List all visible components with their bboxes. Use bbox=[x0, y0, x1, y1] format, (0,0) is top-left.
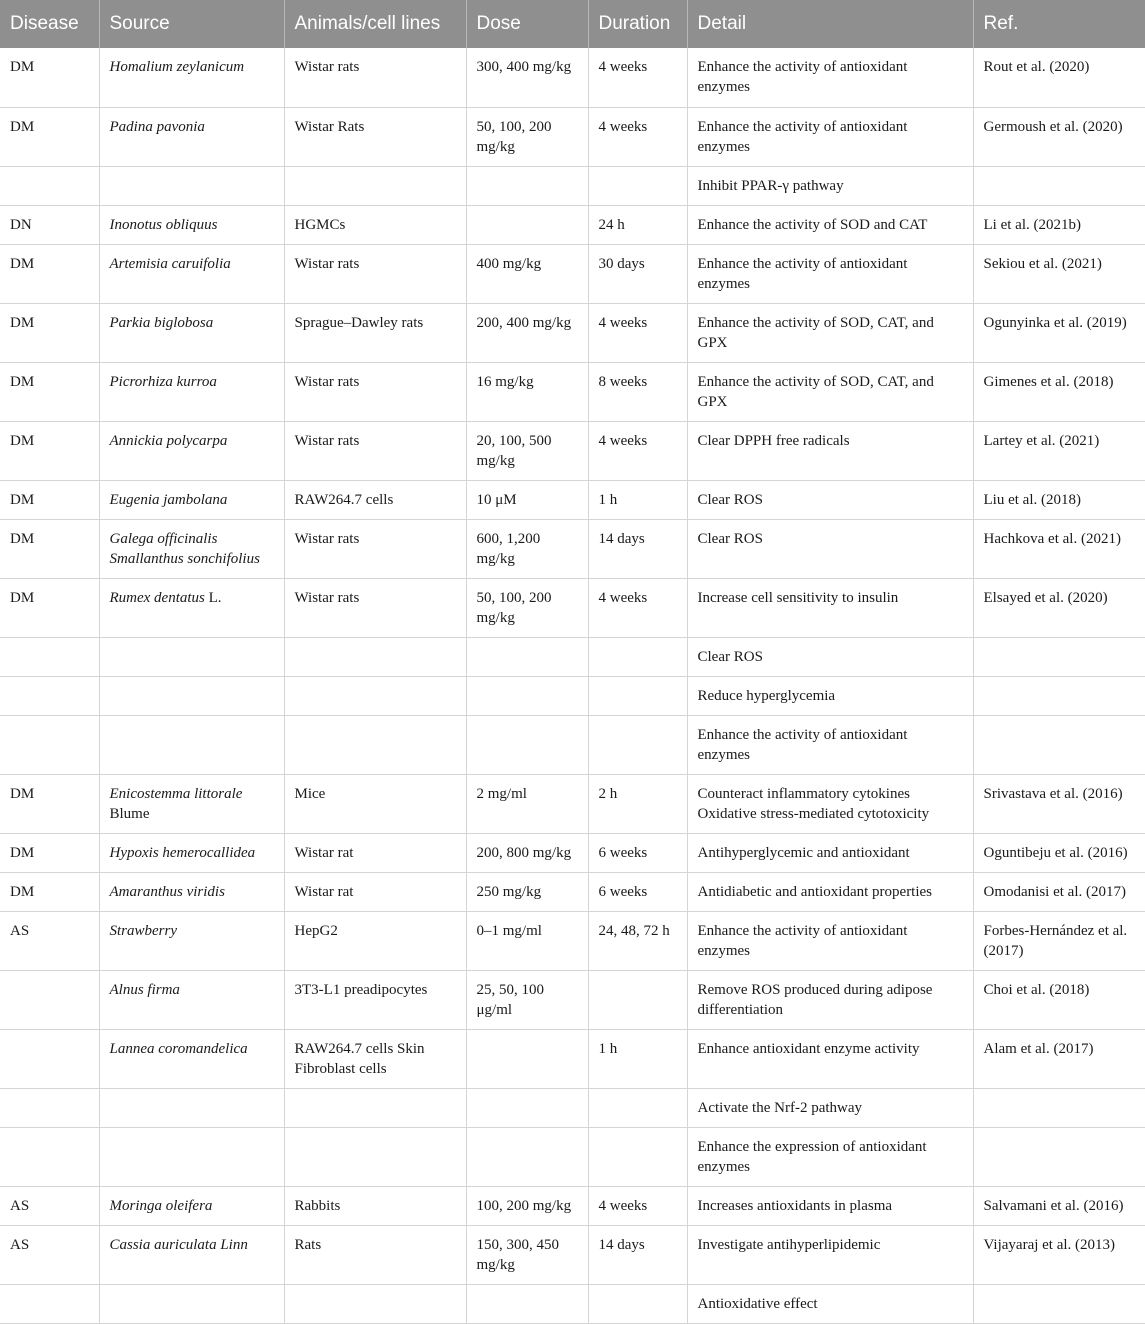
cell-disease: DM bbox=[0, 480, 99, 519]
cell-duration: 24 h bbox=[588, 205, 687, 244]
cell-duration: 14 days bbox=[588, 519, 687, 578]
source-name: Padina pavonia bbox=[109, 118, 205, 135]
source-name: Amaranthus viridis bbox=[109, 883, 225, 900]
cell-animals: 3T3-L1 preadipocytes bbox=[284, 970, 466, 1029]
table-row bbox=[0, 1127, 1145, 1186]
cell-source bbox=[99, 578, 284, 637]
cell-duration: 4 weeks bbox=[588, 1186, 687, 1225]
cell-ref: Rout et al. (2020) bbox=[973, 48, 1145, 107]
cell-ref bbox=[973, 676, 1145, 715]
cell-animals bbox=[284, 676, 466, 715]
cell-detail: Enhance the activity of antioxidant enzymes bbox=[687, 911, 973, 970]
cell-animals: RAW264.7 cells bbox=[284, 480, 466, 519]
table-row bbox=[0, 166, 1145, 205]
cell-duration: 4 weeks bbox=[588, 421, 687, 480]
cell-disease: DM bbox=[0, 362, 99, 421]
cell-detail: Enhance the activity of antioxidant enzymes bbox=[687, 107, 973, 166]
cell-ref bbox=[973, 166, 1145, 205]
cell-duration: 2 h bbox=[588, 774, 687, 833]
table-row bbox=[0, 833, 1145, 872]
cell-disease: AS bbox=[0, 1225, 99, 1284]
source-name: Galega officinalis Smallanthus sonchifolius bbox=[109, 530, 260, 567]
cell-animals: Rabbits bbox=[284, 1186, 466, 1225]
cell-ref: Srivastava et al. (2016) bbox=[973, 774, 1145, 833]
cell-detail: Activate the Nrf-2 pathway bbox=[687, 1088, 973, 1127]
cell-source bbox=[99, 362, 284, 421]
cell-disease: DM bbox=[0, 578, 99, 637]
cell-source bbox=[99, 872, 284, 911]
cell-ref bbox=[973, 1088, 1145, 1127]
cell-ref: Forbes-Hernández et al. (2017) bbox=[973, 911, 1145, 970]
cell-disease bbox=[0, 1029, 99, 1088]
cell-disease: AS bbox=[0, 1186, 99, 1225]
cell-animals bbox=[284, 715, 466, 774]
cell-ref bbox=[973, 715, 1145, 774]
source-name: Artemisia caruifolia bbox=[109, 255, 231, 272]
cell-dose: 600, 1,200 mg/kg bbox=[466, 519, 588, 578]
cell-dose: 150, 300, 450 mg/kg bbox=[466, 1225, 588, 1284]
cell-ref: Gimenes et al. (2018) bbox=[973, 362, 1145, 421]
source-name: Cassia auriculata Linn bbox=[109, 1236, 248, 1253]
cell-disease: DM bbox=[0, 833, 99, 872]
table-row bbox=[0, 676, 1145, 715]
cell-dose bbox=[466, 166, 588, 205]
cell-ref: Choi et al. (2018) bbox=[973, 970, 1145, 1029]
cell-source bbox=[99, 1186, 284, 1225]
cell-duration: 8 weeks bbox=[588, 362, 687, 421]
cell-dose: 400 mg/kg bbox=[466, 244, 588, 303]
table-row bbox=[0, 872, 1145, 911]
cell-source bbox=[99, 480, 284, 519]
table-row bbox=[0, 480, 1145, 519]
cell-disease: DM bbox=[0, 107, 99, 166]
cell-source bbox=[99, 166, 284, 205]
table-row bbox=[0, 1088, 1145, 1127]
cell-disease bbox=[0, 1284, 99, 1323]
cell-dose: 0–1 mg/ml bbox=[466, 911, 588, 970]
cell-detail: Counteract inflammatory cytokines Oxidative stress-mediated cytotoxicity bbox=[687, 774, 973, 833]
cell-disease: AS bbox=[0, 911, 99, 970]
cell-disease bbox=[0, 715, 99, 774]
table-row bbox=[0, 970, 1145, 1029]
cell-duration bbox=[588, 637, 687, 676]
cell-ref bbox=[973, 1284, 1145, 1323]
cell-detail: Enhance the activity of antioxidant enzymes bbox=[687, 715, 973, 774]
cell-source bbox=[99, 970, 284, 1029]
table-row bbox=[0, 1284, 1145, 1323]
cell-animals: Mice bbox=[284, 774, 466, 833]
cell-dose bbox=[466, 1088, 588, 1127]
table-row bbox=[0, 519, 1145, 578]
table-body bbox=[0, 48, 1145, 1323]
cell-detail: Investigate antihyperlipidemic bbox=[687, 1225, 973, 1284]
table-row bbox=[0, 578, 1145, 637]
table-row bbox=[0, 1225, 1145, 1284]
source-name: Strawberry bbox=[109, 922, 177, 939]
cell-disease: DM bbox=[0, 48, 99, 107]
cell-duration: 1 h bbox=[588, 480, 687, 519]
cell-detail: Clear DPPH free radicals bbox=[687, 421, 973, 480]
cell-dose bbox=[466, 205, 588, 244]
cell-source bbox=[99, 421, 284, 480]
cell-disease: DM bbox=[0, 519, 99, 578]
cell-dose: 100, 200 mg/kg bbox=[466, 1186, 588, 1225]
source-name: Inonotus obliquus bbox=[109, 216, 218, 233]
cell-detail: Enhance the expression of antioxidant enzymes bbox=[687, 1127, 973, 1186]
cell-detail: Inhibit PPAR-γ pathway bbox=[687, 166, 973, 205]
cell-ref: Alam et al. (2017) bbox=[973, 1029, 1145, 1088]
source-name: Lannea coromandelica bbox=[109, 1040, 248, 1057]
cell-detail: Enhance the activity of antioxidant enzymes bbox=[687, 48, 973, 107]
cell-detail: Reduce hyperglycemia bbox=[687, 676, 973, 715]
cell-source bbox=[99, 1225, 284, 1284]
table-row bbox=[0, 774, 1145, 833]
cell-detail: Remove ROS produced during adipose differentiation bbox=[687, 970, 973, 1029]
cell-animals bbox=[284, 1284, 466, 1323]
cell-duration bbox=[588, 970, 687, 1029]
cell-ref: Oguntibeju et al. (2016) bbox=[973, 833, 1145, 872]
cell-source bbox=[99, 48, 284, 107]
cell-duration: 14 days bbox=[588, 1225, 687, 1284]
cell-duration: 30 days bbox=[588, 244, 687, 303]
cell-duration bbox=[588, 1088, 687, 1127]
source-authority: Blume bbox=[109, 805, 150, 822]
cell-animals: HepG2 bbox=[284, 911, 466, 970]
cell-animals: Wistar rat bbox=[284, 872, 466, 911]
cell-animals bbox=[284, 1127, 466, 1186]
cell-disease bbox=[0, 1088, 99, 1127]
cell-duration: 1 h bbox=[588, 1029, 687, 1088]
cell-animals: Sprague–Dawley rats bbox=[284, 303, 466, 362]
cell-dose: 200, 400 mg/kg bbox=[466, 303, 588, 362]
cell-dose: 300, 400 mg/kg bbox=[466, 48, 588, 107]
cell-dose bbox=[466, 1284, 588, 1323]
cell-animals bbox=[284, 637, 466, 676]
cell-dose bbox=[466, 676, 588, 715]
cell-dose: 25, 50, 100 μg/ml bbox=[466, 970, 588, 1029]
cell-dose: 16 mg/kg bbox=[466, 362, 588, 421]
cell-disease bbox=[0, 970, 99, 1029]
table-row bbox=[0, 205, 1145, 244]
header-row bbox=[0, 0, 1145, 48]
cell-duration: 4 weeks bbox=[588, 48, 687, 107]
cell-animals: Wistar rats bbox=[284, 421, 466, 480]
cell-disease bbox=[0, 1127, 99, 1186]
cell-source bbox=[99, 107, 284, 166]
source-name: Alnus firma bbox=[109, 981, 180, 998]
cell-disease: DM bbox=[0, 421, 99, 480]
cell-detail: Clear ROS bbox=[687, 480, 973, 519]
cell-dose bbox=[466, 715, 588, 774]
cell-disease: DN bbox=[0, 205, 99, 244]
table-row bbox=[0, 48, 1145, 107]
cell-dose: 50, 100, 200 mg/kg bbox=[466, 107, 588, 166]
table-header bbox=[0, 0, 1145, 48]
cell-disease: DM bbox=[0, 774, 99, 833]
cell-detail: Clear ROS bbox=[687, 519, 973, 578]
table-row bbox=[0, 244, 1145, 303]
header-dose: Dose bbox=[466, 0, 588, 48]
table-row bbox=[0, 303, 1145, 362]
cell-duration bbox=[588, 1284, 687, 1323]
cell-animals bbox=[284, 1088, 466, 1127]
cell-duration bbox=[588, 676, 687, 715]
header-ref: Ref. bbox=[973, 0, 1145, 48]
table-row bbox=[0, 1186, 1145, 1225]
source-name: Picrorhiza kurroa bbox=[109, 373, 217, 390]
cell-ref: Li et al. (2021b) bbox=[973, 205, 1145, 244]
cell-animals: Wistar rats bbox=[284, 48, 466, 107]
cell-animals: Wistar rats bbox=[284, 578, 466, 637]
table-row bbox=[0, 1029, 1145, 1088]
cell-animals: HGMCs bbox=[284, 205, 466, 244]
cell-duration bbox=[588, 1127, 687, 1186]
cell-disease: DM bbox=[0, 303, 99, 362]
cell-source bbox=[99, 1088, 284, 1127]
cell-detail: Enhance the activity of SOD and CAT bbox=[687, 205, 973, 244]
cell-ref: Salvamani et al. (2016) bbox=[973, 1186, 1145, 1225]
cell-duration bbox=[588, 166, 687, 205]
table-row bbox=[0, 637, 1145, 676]
source-name: Enicostemma littorale bbox=[109, 785, 243, 802]
cell-detail: Antidiabetic and antioxidant properties bbox=[687, 872, 973, 911]
cell-ref: Omodanisi et al. (2017) bbox=[973, 872, 1145, 911]
cell-dose: 20, 100, 500 mg/kg bbox=[466, 421, 588, 480]
cell-dose bbox=[466, 1127, 588, 1186]
cell-disease bbox=[0, 676, 99, 715]
cell-ref bbox=[973, 637, 1145, 676]
table-row bbox=[0, 421, 1145, 480]
table-row bbox=[0, 107, 1145, 166]
cell-ref: Ogunyinka et al. (2019) bbox=[973, 303, 1145, 362]
source-name: Homalium zeylanicum bbox=[109, 59, 245, 75]
cell-source bbox=[99, 1029, 284, 1088]
cell-ref: Lartey et al. (2021) bbox=[973, 421, 1145, 480]
source-authority: L. bbox=[204, 589, 222, 606]
cell-dose bbox=[466, 637, 588, 676]
cell-source bbox=[99, 1284, 284, 1323]
cell-source bbox=[99, 303, 284, 362]
cell-detail: Enhance the activity of SOD, CAT, and GPX bbox=[687, 303, 973, 362]
cell-detail: Antihyperglycemic and antioxidant bbox=[687, 833, 973, 872]
cell-animals: Wistar Rats bbox=[284, 107, 466, 166]
cell-source bbox=[99, 1127, 284, 1186]
cell-detail: Increases antioxidants in plasma bbox=[687, 1186, 973, 1225]
cell-dose: 200, 800 mg/kg bbox=[466, 833, 588, 872]
cell-duration: 4 weeks bbox=[588, 303, 687, 362]
cell-animals: Rats bbox=[284, 1225, 466, 1284]
source-name: Rumex dentatus bbox=[109, 589, 205, 606]
cell-source bbox=[99, 244, 284, 303]
cell-disease: DM bbox=[0, 244, 99, 303]
cell-animals: Wistar rats bbox=[284, 244, 466, 303]
cell-animals: Wistar rat bbox=[284, 833, 466, 872]
cell-dose: 250 mg/kg bbox=[466, 872, 588, 911]
source-name: Annickia polycarpa bbox=[109, 432, 228, 449]
cell-dose: 10 μM bbox=[466, 480, 588, 519]
cell-disease bbox=[0, 166, 99, 205]
cell-animals bbox=[284, 166, 466, 205]
cell-source bbox=[99, 774, 284, 833]
cell-dose bbox=[466, 1029, 588, 1088]
cell-animals: RAW264.7 cells Skin Fibroblast cells bbox=[284, 1029, 466, 1088]
cell-ref: Liu et al. (2018) bbox=[973, 480, 1145, 519]
table-row bbox=[0, 362, 1145, 421]
cell-source bbox=[99, 637, 284, 676]
cell-ref: Elsayed et al. (2020) bbox=[973, 578, 1145, 637]
cell-source bbox=[99, 519, 284, 578]
cell-ref: Sekiou et al. (2021) bbox=[973, 244, 1145, 303]
cell-detail: Enhance the activity of SOD, CAT, and GPX bbox=[687, 362, 973, 421]
cell-duration: 6 weeks bbox=[588, 833, 687, 872]
cell-duration: 4 weeks bbox=[588, 578, 687, 637]
cell-duration: 6 weeks bbox=[588, 872, 687, 911]
source-name: Hypoxis hemerocallidea bbox=[109, 844, 256, 861]
cell-ref bbox=[973, 1127, 1145, 1186]
header-disease: Disease bbox=[0, 0, 99, 48]
cell-source bbox=[99, 833, 284, 872]
cell-detail: Increase cell sensitivity to insulin bbox=[687, 578, 973, 637]
source-name: Parkia biglobosa bbox=[109, 314, 214, 331]
cell-detail: Enhance the activity of antioxidant enzymes bbox=[687, 244, 973, 303]
cell-ref: Vijayaraj et al. (2013) bbox=[973, 1225, 1145, 1284]
table-row bbox=[0, 911, 1145, 970]
cell-source bbox=[99, 205, 284, 244]
cell-dose: 50, 100, 200 mg/kg bbox=[466, 578, 588, 637]
cell-ref: Germoush et al. (2020) bbox=[973, 107, 1145, 166]
header-duration: Duration bbox=[588, 0, 687, 48]
source-name: Moringa oleifera bbox=[109, 1197, 213, 1214]
cell-duration bbox=[588, 715, 687, 774]
cell-dose: 2 mg/ml bbox=[466, 774, 588, 833]
header-detail: Detail bbox=[687, 0, 973, 48]
source-name: Eugenia jambolana bbox=[109, 491, 228, 508]
cell-disease bbox=[0, 637, 99, 676]
cell-detail: Enhance antioxidant enzyme activity bbox=[687, 1029, 973, 1088]
cell-detail: Antioxidative effect bbox=[687, 1284, 973, 1323]
cell-detail: Clear ROS bbox=[687, 637, 973, 676]
cell-source bbox=[99, 715, 284, 774]
cell-disease: DM bbox=[0, 872, 99, 911]
header-source: Source bbox=[99, 0, 284, 48]
cell-duration: 24, 48, 72 h bbox=[588, 911, 687, 970]
cell-animals: Wistar rats bbox=[284, 519, 466, 578]
cell-ref: Hachkova et al. (2021) bbox=[973, 519, 1145, 578]
cell-animals: Wistar rats bbox=[284, 362, 466, 421]
cell-duration: 4 weeks bbox=[588, 107, 687, 166]
table-row bbox=[0, 715, 1145, 774]
cell-source bbox=[99, 676, 284, 715]
header-animals: Animals/cell lines bbox=[284, 0, 466, 48]
cell-source bbox=[99, 911, 284, 970]
